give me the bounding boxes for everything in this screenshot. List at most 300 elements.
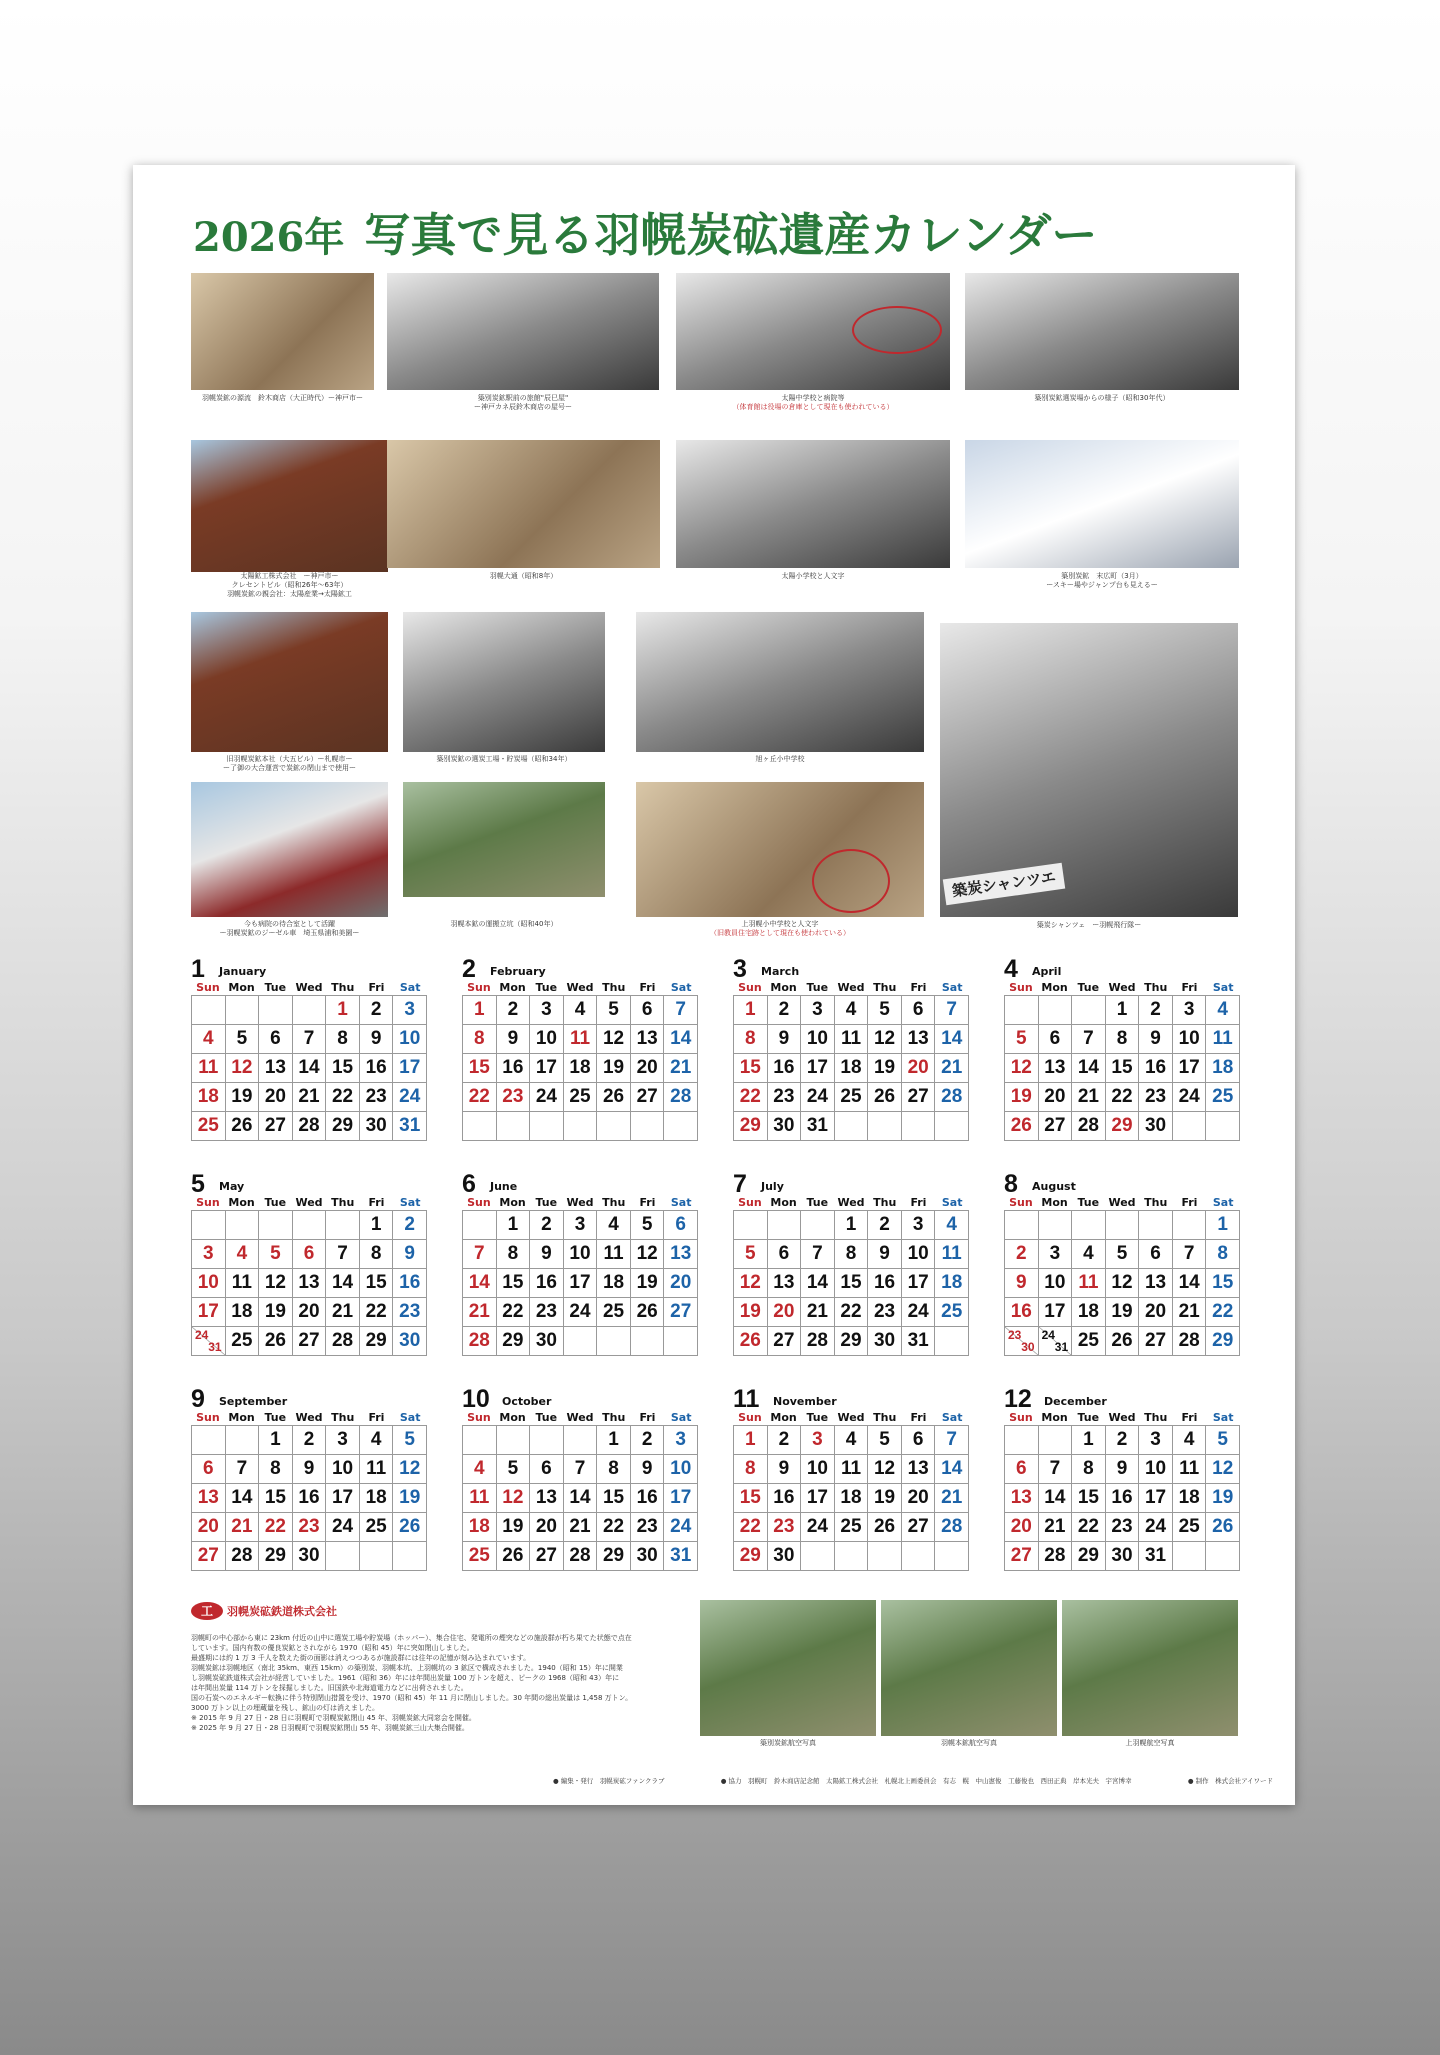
day-number: 30 — [1021, 1340, 1035, 1354]
day-cell: 13 — [259, 1054, 293, 1083]
day-cell: 27 — [631, 1083, 665, 1112]
day-cell: 15 — [360, 1269, 394, 1298]
weekday-label: Mon — [770, 1411, 797, 1424]
day-cell: 7 — [664, 996, 698, 1025]
day-cell: 30 — [631, 1542, 665, 1571]
day-cell: 4 — [226, 1240, 260, 1269]
weekday-label: Thu — [331, 981, 355, 994]
day-cell: 22 — [497, 1298, 531, 1327]
photo-caption: 上羽幌航空写真 — [1125, 1739, 1175, 1747]
day-cell: 9 — [631, 1455, 665, 1484]
empty-day-cell — [801, 1542, 835, 1571]
day-grid — [462, 1210, 698, 1356]
day-cell: 22 — [734, 1083, 768, 1112]
month-november — [733, 1385, 969, 1571]
day-cell: 15 — [734, 1484, 768, 1513]
weekday-label: Sat — [670, 1411, 692, 1424]
day-cell: 31 — [664, 1542, 698, 1571]
empty-day-cell — [226, 1211, 260, 1240]
day-grid — [733, 995, 969, 1141]
day-cell: 7 — [1072, 1025, 1106, 1054]
day-cell: 20 — [768, 1298, 802, 1327]
photo-caption-note: （旧教員住宅跡として現在も使われている） — [710, 929, 850, 937]
empty-day-cell — [1206, 1542, 1240, 1571]
company-block — [191, 1600, 551, 1622]
day-cell: 25 — [935, 1298, 969, 1327]
day-cell: 17 — [1173, 1054, 1207, 1083]
day-cell: 4 — [192, 1025, 226, 1054]
empty-day-cell — [1106, 1211, 1140, 1240]
day-cell: 29 — [734, 1542, 768, 1571]
split-day-cell — [192, 1327, 226, 1356]
weekday-label: Fri — [910, 981, 927, 994]
day-cell: 26 — [734, 1327, 768, 1356]
day-cell: 24 — [801, 1513, 835, 1542]
empty-day-cell — [1072, 1211, 1106, 1240]
day-cell: 10 — [902, 1240, 936, 1269]
day-cell: 14 — [564, 1484, 598, 1513]
day-cell: 20 — [192, 1513, 226, 1542]
day-cell: 26 — [868, 1513, 902, 1542]
day-cell: 13 — [1039, 1054, 1073, 1083]
photo-image — [965, 440, 1239, 568]
day-cell: 3 — [664, 1426, 698, 1455]
day-grid — [1004, 995, 1240, 1141]
empty-day-cell — [1206, 1112, 1240, 1141]
photo-image — [676, 440, 950, 568]
weekday-label: Mon — [1041, 1196, 1068, 1209]
day-cell: 23 — [393, 1298, 427, 1327]
photo-caption: 羽幌大通（昭和8年） — [489, 572, 558, 580]
day-cell: 21 — [1072, 1083, 1106, 1112]
empty-day-cell — [902, 1112, 936, 1141]
day-cell: 24 — [1173, 1083, 1207, 1112]
day-cell: 25 — [226, 1327, 260, 1356]
weekday-header — [191, 1196, 427, 1210]
weekday-label: Wed — [837, 1196, 865, 1209]
day-cell: 28 — [293, 1112, 327, 1141]
month-name: July — [761, 1180, 784, 1193]
weekday-label: Sun — [1009, 981, 1033, 994]
day-cell: 1 — [734, 1426, 768, 1455]
day-cell: 3 — [801, 1426, 835, 1455]
weekday-label: Tue — [806, 1196, 829, 1209]
weekday-label: Tue — [264, 1411, 287, 1424]
day-cell: 2 — [530, 1211, 564, 1240]
empty-day-cell — [1173, 1542, 1207, 1571]
day-cell: 12 — [868, 1025, 902, 1054]
day-cell: 25 — [1206, 1083, 1240, 1112]
day-cell: 20 — [1039, 1083, 1073, 1112]
weekday-label: Mon — [1041, 981, 1068, 994]
day-cell: 2 — [497, 996, 531, 1025]
photo-caption: 築別炭鉱の選炭工場・貯炭場（昭和34年） — [436, 755, 572, 763]
month-january — [191, 955, 427, 1141]
photo-image — [387, 440, 660, 568]
photo-caption: 羽幌本鉱航空写真 — [941, 1739, 997, 1747]
photo-former-head-office — [191, 612, 388, 772]
empty-day-cell — [226, 996, 260, 1025]
day-cell: 25 — [597, 1298, 631, 1327]
day-cell: 1 — [259, 1426, 293, 1455]
day-cell: 22 — [1106, 1083, 1140, 1112]
credit-production: ● 制作 株式会社アイワード — [1187, 1777, 1273, 1785]
day-cell: 15 — [835, 1269, 869, 1298]
day-cell: 13 — [664, 1240, 698, 1269]
photo-ski-jump — [940, 623, 1238, 935]
weekday-label: Sat — [399, 981, 421, 994]
day-cell: 29 — [597, 1542, 631, 1571]
photo-main-mine-shaft — [403, 782, 605, 937]
day-cell: 28 — [1072, 1112, 1106, 1141]
month-october — [462, 1385, 698, 1571]
photo-diesel-car — [191, 782, 388, 942]
day-cell: 16 — [497, 1054, 531, 1083]
month-header — [462, 955, 698, 981]
credit-publisher: ● 編集・発行 羽幌炭砿ファンクラブ — [553, 1777, 665, 1785]
day-cell: 19 — [259, 1298, 293, 1327]
weekday-label: Fri — [1181, 1411, 1198, 1424]
day-cell: 31 — [393, 1112, 427, 1141]
day-cell: 18 — [360, 1484, 394, 1513]
day-cell: 24 — [530, 1083, 564, 1112]
weekday-label: Sun — [467, 1411, 491, 1424]
description-line: ※ 2015 年 9 月 27 日・28 日に羽幌町で羽幌炭鉱閉山 45 年、羽幌炭鉱大同窓会を開催。 — [191, 1714, 476, 1722]
day-cell: 22 — [835, 1298, 869, 1327]
day-cell: 4 — [835, 996, 869, 1025]
day-cell: 1 — [326, 996, 360, 1025]
empty-day-cell — [293, 996, 327, 1025]
day-cell: 5 — [734, 1240, 768, 1269]
empty-day-cell — [530, 1426, 564, 1455]
day-cell: 13 — [1139, 1269, 1173, 1298]
day-cell: 4 — [564, 996, 598, 1025]
photo-image — [191, 440, 388, 572]
day-cell: 1 — [1206, 1211, 1240, 1240]
day-cell: 16 — [768, 1484, 802, 1513]
photo-image — [636, 782, 924, 917]
weekday-label: Wed — [837, 981, 865, 994]
weekday-label: Sat — [399, 1196, 421, 1209]
day-cell: 9 — [360, 1025, 394, 1054]
day-cell: 29 — [1072, 1542, 1106, 1571]
photo-caption: 築炭シャンツェ ー羽幌飛行隊ー — [1036, 921, 1142, 929]
empty-day-cell — [631, 1112, 665, 1141]
day-cell: 7 — [1039, 1455, 1073, 1484]
day-cell: 15 — [1206, 1269, 1240, 1298]
day-cell: 9 — [768, 1025, 802, 1054]
weekday-label: Thu — [1144, 1196, 1168, 1209]
day-cell: 2 — [393, 1211, 427, 1240]
day-cell: 9 — [868, 1240, 902, 1269]
day-cell: 12 — [1206, 1455, 1240, 1484]
empty-day-cell — [497, 1426, 531, 1455]
empty-day-cell — [259, 996, 293, 1025]
day-cell: 21 — [664, 1054, 698, 1083]
day-cell: 6 — [1005, 1455, 1039, 1484]
photo-caption: 旭ヶ丘小中学校 — [755, 755, 805, 763]
day-cell: 28 — [1039, 1542, 1073, 1571]
day-cell: 4 — [1206, 996, 1240, 1025]
photo-caption-sub: ー了御の大合運営で炭鉱の閉山まで使用ー — [223, 764, 356, 772]
weekday-label: Wed — [295, 1196, 323, 1209]
day-cell: 28 — [664, 1083, 698, 1112]
month-name: June — [490, 1180, 518, 1193]
company-name: 羽幌炭砿鉄道株式会社 — [227, 1605, 337, 1618]
photo-crescent-building — [191, 440, 388, 598]
empty-day-cell — [1005, 996, 1039, 1025]
day-grid — [733, 1425, 969, 1571]
day-cell: 28 — [463, 1327, 497, 1356]
day-cell: 6 — [631, 996, 665, 1025]
photo-caption-sub: ースキー場やジャンプ台も見えるー — [1046, 581, 1158, 589]
day-cell: 15 — [734, 1054, 768, 1083]
day-cell: 7 — [326, 1240, 360, 1269]
day-cell: 25 — [1173, 1513, 1207, 1542]
empty-day-cell — [868, 1542, 902, 1571]
empty-day-cell — [326, 1211, 360, 1240]
day-cell: 22 — [597, 1513, 631, 1542]
day-cell: 27 — [293, 1327, 327, 1356]
description-line: しています。国内有数の優良炭鉱とされながら 1970（昭和 45）年に突如閉山しました。 — [191, 1644, 474, 1652]
day-cell: 27 — [664, 1298, 698, 1327]
day-cell: 14 — [935, 1455, 969, 1484]
photo-caption-sub2: 羽幌炭鉱の親会社：太陽産業→太陽鉱工 — [227, 590, 352, 598]
month-december — [1004, 1385, 1240, 1571]
weekday-label: Tue — [1077, 981, 1100, 994]
day-cell: 29 — [835, 1327, 869, 1356]
day-cell: 14 — [1173, 1269, 1207, 1298]
weekday-label: Tue — [535, 1196, 558, 1209]
weekday-label: Thu — [331, 1411, 355, 1424]
day-cell: 14 — [226, 1484, 260, 1513]
day-grid — [1004, 1210, 1240, 1356]
photo-taiyo-elementary — [676, 440, 950, 585]
company-logo-icon: 工 — [191, 1602, 223, 1620]
day-cell: 24 — [801, 1083, 835, 1112]
weekday-label: Wed — [295, 981, 323, 994]
empty-day-cell — [768, 1211, 802, 1240]
day-cell: 24 — [564, 1298, 598, 1327]
day-cell: 2 — [768, 996, 802, 1025]
day-cell: 14 — [801, 1269, 835, 1298]
day-cell: 8 — [360, 1240, 394, 1269]
day-cell: 29 — [734, 1112, 768, 1141]
weekday-label: Mon — [228, 1196, 255, 1209]
day-cell: 2 — [631, 1426, 665, 1455]
month-number: 6 — [462, 1170, 476, 1198]
photo-asahigaoka-school — [636, 612, 924, 767]
day-cell: 10 — [530, 1025, 564, 1054]
day-cell: 12 — [393, 1455, 427, 1484]
photo-image — [965, 273, 1239, 390]
day-cell: 14 — [326, 1269, 360, 1298]
day-cell: 16 — [1106, 1484, 1140, 1513]
day-cell: 2 — [293, 1426, 327, 1455]
empty-day-cell — [1039, 1426, 1073, 1455]
day-cell: 5 — [1206, 1426, 1240, 1455]
day-cell: 5 — [868, 996, 902, 1025]
photo-image — [1062, 1600, 1238, 1736]
empty-day-cell — [463, 1211, 497, 1240]
photo-suehiro-town — [965, 440, 1239, 595]
day-cell: 9 — [497, 1025, 531, 1054]
day-cell: 6 — [293, 1240, 327, 1269]
day-cell: 3 — [192, 1240, 226, 1269]
weekday-label: Thu — [331, 1196, 355, 1209]
day-number: 31 — [208, 1340, 222, 1354]
day-cell: 20 — [902, 1484, 936, 1513]
highlight-circle — [812, 849, 890, 913]
day-cell: 3 — [1173, 996, 1207, 1025]
day-cell: 12 — [226, 1054, 260, 1083]
day-cell: 26 — [868, 1083, 902, 1112]
day-cell: 1 — [734, 996, 768, 1025]
day-cell: 6 — [768, 1240, 802, 1269]
day-cell: 23 — [768, 1083, 802, 1112]
day-cell: 11 — [1173, 1455, 1207, 1484]
day-cell: 8 — [1072, 1455, 1106, 1484]
day-cell: 9 — [293, 1455, 327, 1484]
photo-caption: 上羽幌小中学校と人文字 — [741, 920, 819, 928]
description-line: 羽幌町の中心部から東に 23km 付近の山中に選炭工場や貯炭場（ホッパー）、集合住宅、発電所の煙突などの施設群が朽ち果てた状態で点在 — [191, 1634, 632, 1642]
day-cell: 23 — [1106, 1513, 1140, 1542]
day-cell: 29 — [259, 1542, 293, 1571]
day-cell: 6 — [530, 1455, 564, 1484]
month-name: October — [502, 1395, 552, 1408]
poster-title — [193, 205, 1253, 265]
day-cell: 16 — [768, 1054, 802, 1083]
photo-taiyo-junior-high — [676, 273, 950, 418]
credit-cooperation: ● 協力 羽幌町 鈴木商店記念館 太陽鉱工株式会社 札幌北上画委員会 有志 幌 中山憲俊 工藤俊也 西田正典 岸本光夫 宇宮博幸 — [720, 1777, 1132, 1785]
empty-day-cell — [664, 1112, 698, 1141]
day-cell: 15 — [326, 1054, 360, 1083]
weekday-label: Thu — [873, 1411, 897, 1424]
day-cell: 27 — [1139, 1327, 1173, 1356]
day-cell: 18 — [1072, 1298, 1106, 1327]
day-cell: 17 — [530, 1054, 564, 1083]
day-cell: 17 — [564, 1269, 598, 1298]
month-number: 1 — [191, 955, 205, 983]
day-cell: 18 — [192, 1083, 226, 1112]
day-cell: 10 — [801, 1455, 835, 1484]
day-cell: 19 — [597, 1054, 631, 1083]
photo-caption-sub: クレセントビル（昭和26年～63年） — [231, 581, 348, 589]
empty-day-cell — [935, 1542, 969, 1571]
month-name: May — [219, 1180, 245, 1193]
month-header — [1004, 1385, 1240, 1411]
day-cell: 20 — [530, 1513, 564, 1542]
empty-day-cell — [631, 1327, 665, 1356]
day-cell: 12 — [259, 1269, 293, 1298]
empty-day-cell — [935, 1112, 969, 1141]
photo-caption: 今も病院の待合室として活躍 — [244, 920, 335, 928]
month-may — [191, 1170, 427, 1356]
description-line: 羽幌炭鉱は羽幌地区（南北 35km、東西 15km）の築別炭、羽幌本坑、上羽幌坑の 3 鉱区で構成されました。1940（昭和 15）年に開業 — [191, 1664, 623, 1672]
day-cell: 23 — [768, 1513, 802, 1542]
day-cell: 31 — [1139, 1542, 1173, 1571]
day-cell: 25 — [564, 1083, 598, 1112]
day-cell: 5 — [497, 1455, 531, 1484]
day-cell: 12 — [597, 1025, 631, 1054]
day-cell: 26 — [497, 1542, 531, 1571]
day-cell: 28 — [935, 1513, 969, 1542]
weekday-label: Sun — [1009, 1196, 1033, 1209]
weekday-label: Wed — [1108, 1196, 1136, 1209]
day-cell: 5 — [226, 1025, 260, 1054]
day-cell: 30 — [768, 1112, 802, 1141]
day-cell: 3 — [530, 996, 564, 1025]
month-name: August — [1032, 1180, 1076, 1193]
day-cell: 15 — [597, 1484, 631, 1513]
photo-image — [403, 782, 605, 897]
photo-kamihaboro-school — [636, 782, 924, 947]
empty-day-cell — [393, 1542, 427, 1571]
month-name: January — [219, 965, 267, 978]
day-cell: 11 — [835, 1025, 869, 1054]
day-cell: 20 — [1139, 1298, 1173, 1327]
day-cell: 1 — [360, 1211, 394, 1240]
empty-day-cell — [463, 1426, 497, 1455]
day-cell: 7 — [226, 1455, 260, 1484]
day-cell: 17 — [1139, 1484, 1173, 1513]
day-cell: 13 — [902, 1025, 936, 1054]
day-cell: 20 — [902, 1054, 936, 1083]
day-cell: 22 — [326, 1083, 360, 1112]
day-cell: 18 — [226, 1298, 260, 1327]
day-cell: 22 — [360, 1298, 394, 1327]
weekday-label: Mon — [770, 981, 797, 994]
day-cell: 24 — [664, 1513, 698, 1542]
photo-caption: 太陽中学校と病院等 — [781, 394, 845, 402]
day-cell: 2 — [868, 1211, 902, 1240]
day-cell: 22 — [734, 1513, 768, 1542]
day-cell: 1 — [1106, 996, 1140, 1025]
empty-day-cell — [1005, 1426, 1039, 1455]
weekday-label: Tue — [1077, 1196, 1100, 1209]
photo-image — [191, 273, 374, 390]
day-cell: 25 — [835, 1513, 869, 1542]
day-cell: 9 — [530, 1240, 564, 1269]
empty-day-cell — [597, 1327, 631, 1356]
weekday-header — [1004, 1411, 1240, 1425]
day-cell: 9 — [1139, 1025, 1173, 1054]
weekday-label: Wed — [566, 1196, 594, 1209]
day-cell: 20 — [631, 1054, 665, 1083]
weekday-label: Fri — [1181, 981, 1198, 994]
day-number: 31 — [1054, 1340, 1069, 1354]
day-cell: 16 — [360, 1054, 394, 1083]
photo-caption: 太陽小学校と人文字 — [781, 572, 845, 580]
empty-day-cell — [1139, 1211, 1173, 1240]
day-cell: 18 — [463, 1513, 497, 1542]
day-cell: 25 — [463, 1542, 497, 1571]
photo-tatsumiya — [387, 273, 659, 418]
weekday-label: Sat — [1212, 1411, 1234, 1424]
weekday-label: Fri — [639, 1196, 656, 1209]
day-cell: 18 — [835, 1054, 869, 1083]
day-cell: 1 — [835, 1211, 869, 1240]
weekday-label: Sat — [399, 1411, 421, 1424]
day-cell: 23 — [631, 1513, 665, 1542]
day-cell: 5 — [868, 1426, 902, 1455]
day-cell: 28 — [564, 1542, 598, 1571]
empty-day-cell — [868, 1112, 902, 1141]
day-cell: 4 — [1173, 1426, 1207, 1455]
day-cell: 30 — [360, 1112, 394, 1141]
day-cell: 7 — [935, 1426, 969, 1455]
weekday-label: Mon — [499, 1411, 526, 1424]
